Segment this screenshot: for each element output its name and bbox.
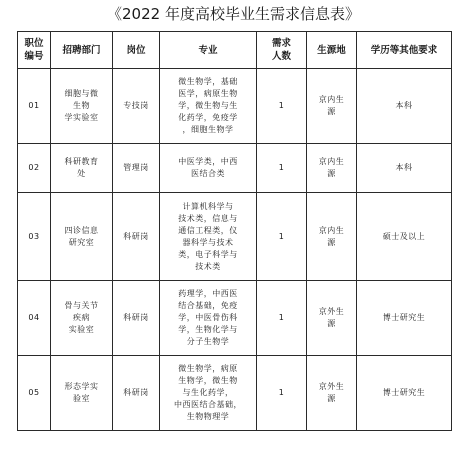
header-requirement-text: 学历等其他要求 xyxy=(370,44,438,56)
cell-count-text: 1 xyxy=(278,313,285,322)
cell-department-text: 科研教育 处 xyxy=(64,157,99,178)
cell-requirement xyxy=(357,193,452,281)
header-count-text: 需求 人数 xyxy=(271,38,291,62)
table-row xyxy=(18,69,452,144)
cell-count xyxy=(257,144,307,193)
cell-major xyxy=(160,193,257,281)
cell-position xyxy=(113,356,160,431)
cell-id xyxy=(18,356,51,431)
cell-count-text: 1 xyxy=(278,388,285,397)
cell-id xyxy=(18,69,51,144)
cell-requirement xyxy=(357,281,452,356)
header-count xyxy=(257,32,307,69)
cell-requirement xyxy=(357,69,452,144)
table-row xyxy=(18,193,452,281)
cell-id-text: 03 xyxy=(28,231,40,241)
cell-requirement xyxy=(357,356,452,431)
cell-count-text: 1 xyxy=(278,163,285,172)
cell-id-text: 04 xyxy=(28,313,40,322)
cell-department-text: 细胞与微 生物 学实验室 xyxy=(64,89,99,122)
cell-department xyxy=(51,144,113,193)
cell-count xyxy=(257,193,307,281)
cell-count xyxy=(257,281,307,356)
cell-department xyxy=(51,356,113,431)
header-id xyxy=(18,32,51,69)
cell-position-text: 科研岗 xyxy=(123,388,149,397)
header-source xyxy=(307,32,357,69)
header-major xyxy=(160,32,257,69)
cell-id-text: 02 xyxy=(28,163,40,172)
cell-source xyxy=(307,193,357,281)
cell-id-text: 05 xyxy=(28,388,40,397)
cell-source-text: 京内生 源 xyxy=(318,95,345,116)
cell-department-text: 形态学实 验室 xyxy=(64,382,99,403)
cell-position-text: 科研岗 xyxy=(123,313,149,322)
cell-count-text: 1 xyxy=(278,101,285,110)
cell-position xyxy=(113,69,160,144)
table-row xyxy=(18,281,452,356)
cell-major-text: 微生物学，病原 生物学，微生物 与生化药学， 中西医结合基础， 生物物理学 xyxy=(174,364,242,421)
header-requirement xyxy=(357,32,452,69)
cell-requirement-text: 博士研究生 xyxy=(382,313,426,322)
cell-requirement-text: 博士研究生 xyxy=(382,388,426,397)
cell-position xyxy=(113,144,160,193)
cell-source-text: 京外生 源 xyxy=(318,382,345,403)
cell-source xyxy=(307,69,357,144)
header-major-text: 专业 xyxy=(198,44,218,56)
cell-count xyxy=(257,356,307,431)
cell-count xyxy=(257,69,307,144)
cell-requirement-text: 本科 xyxy=(395,101,413,110)
header-position-text: 岗位 xyxy=(126,44,146,56)
cell-requirement xyxy=(357,144,452,193)
cell-id xyxy=(18,144,51,193)
cell-requirement-text: 本科 xyxy=(395,163,413,172)
cell-position-text: 专技岗 xyxy=(123,101,149,110)
cell-position-text: 管理岗 xyxy=(123,163,149,172)
cell-department-text: 骨与关节 疾病 实验室 xyxy=(64,301,99,334)
cell-position xyxy=(113,281,160,356)
cell-major-text: 中医学类，中西 医结合类 xyxy=(178,157,238,178)
cell-source-text: 京外生 源 xyxy=(318,307,345,328)
header-position xyxy=(113,32,160,69)
cell-count-text: 1 xyxy=(278,231,285,241)
table-row xyxy=(18,144,452,193)
cell-department xyxy=(51,69,113,144)
cell-position-text: 科研岗 xyxy=(123,231,149,241)
document-title: 《2022 年度高校毕业生需求信息表》 xyxy=(107,5,360,23)
cell-source xyxy=(307,144,357,193)
cell-source xyxy=(307,281,357,356)
cell-source-text: 京内生 源 xyxy=(318,157,345,178)
job-demand-table xyxy=(17,31,452,431)
cell-department xyxy=(51,193,113,281)
cell-id xyxy=(18,281,51,356)
cell-major-text: 计算机科学与 技术类，信息与 通信工程类，仪 器科学与技术 类，电子科学与 技术类 xyxy=(178,201,238,271)
cell-major xyxy=(160,356,257,431)
table-row xyxy=(18,356,452,431)
cell-source xyxy=(307,356,357,431)
table-header-row xyxy=(18,32,452,69)
cell-id xyxy=(18,193,51,281)
cell-requirement-text: 硕士及以上 xyxy=(382,231,426,241)
cell-major-text: 微生物学，基础 医学，病原生物 学，微生物与生 化药学，免疫学 ，细胞生物学 xyxy=(178,77,238,134)
cell-department xyxy=(51,281,113,356)
header-id-text: 职位 编号 xyxy=(24,38,44,62)
cell-major xyxy=(160,281,257,356)
cell-id-text: 01 xyxy=(28,101,40,110)
cell-major xyxy=(160,69,257,144)
header-source-text: 生源地 xyxy=(317,44,346,56)
header-department xyxy=(51,32,113,69)
cell-major-text: 药理学，中西医 结合基础，免疫 学，中医骨伤科 学，生物化学与 分子生物学 xyxy=(178,289,238,346)
cell-source-text: 京内生 源 xyxy=(318,225,345,247)
cell-position xyxy=(113,193,160,281)
header-department-text: 招聘部门 xyxy=(62,44,101,56)
cell-department-text: 四诊信息 研究室 xyxy=(64,225,99,247)
cell-major xyxy=(160,144,257,193)
